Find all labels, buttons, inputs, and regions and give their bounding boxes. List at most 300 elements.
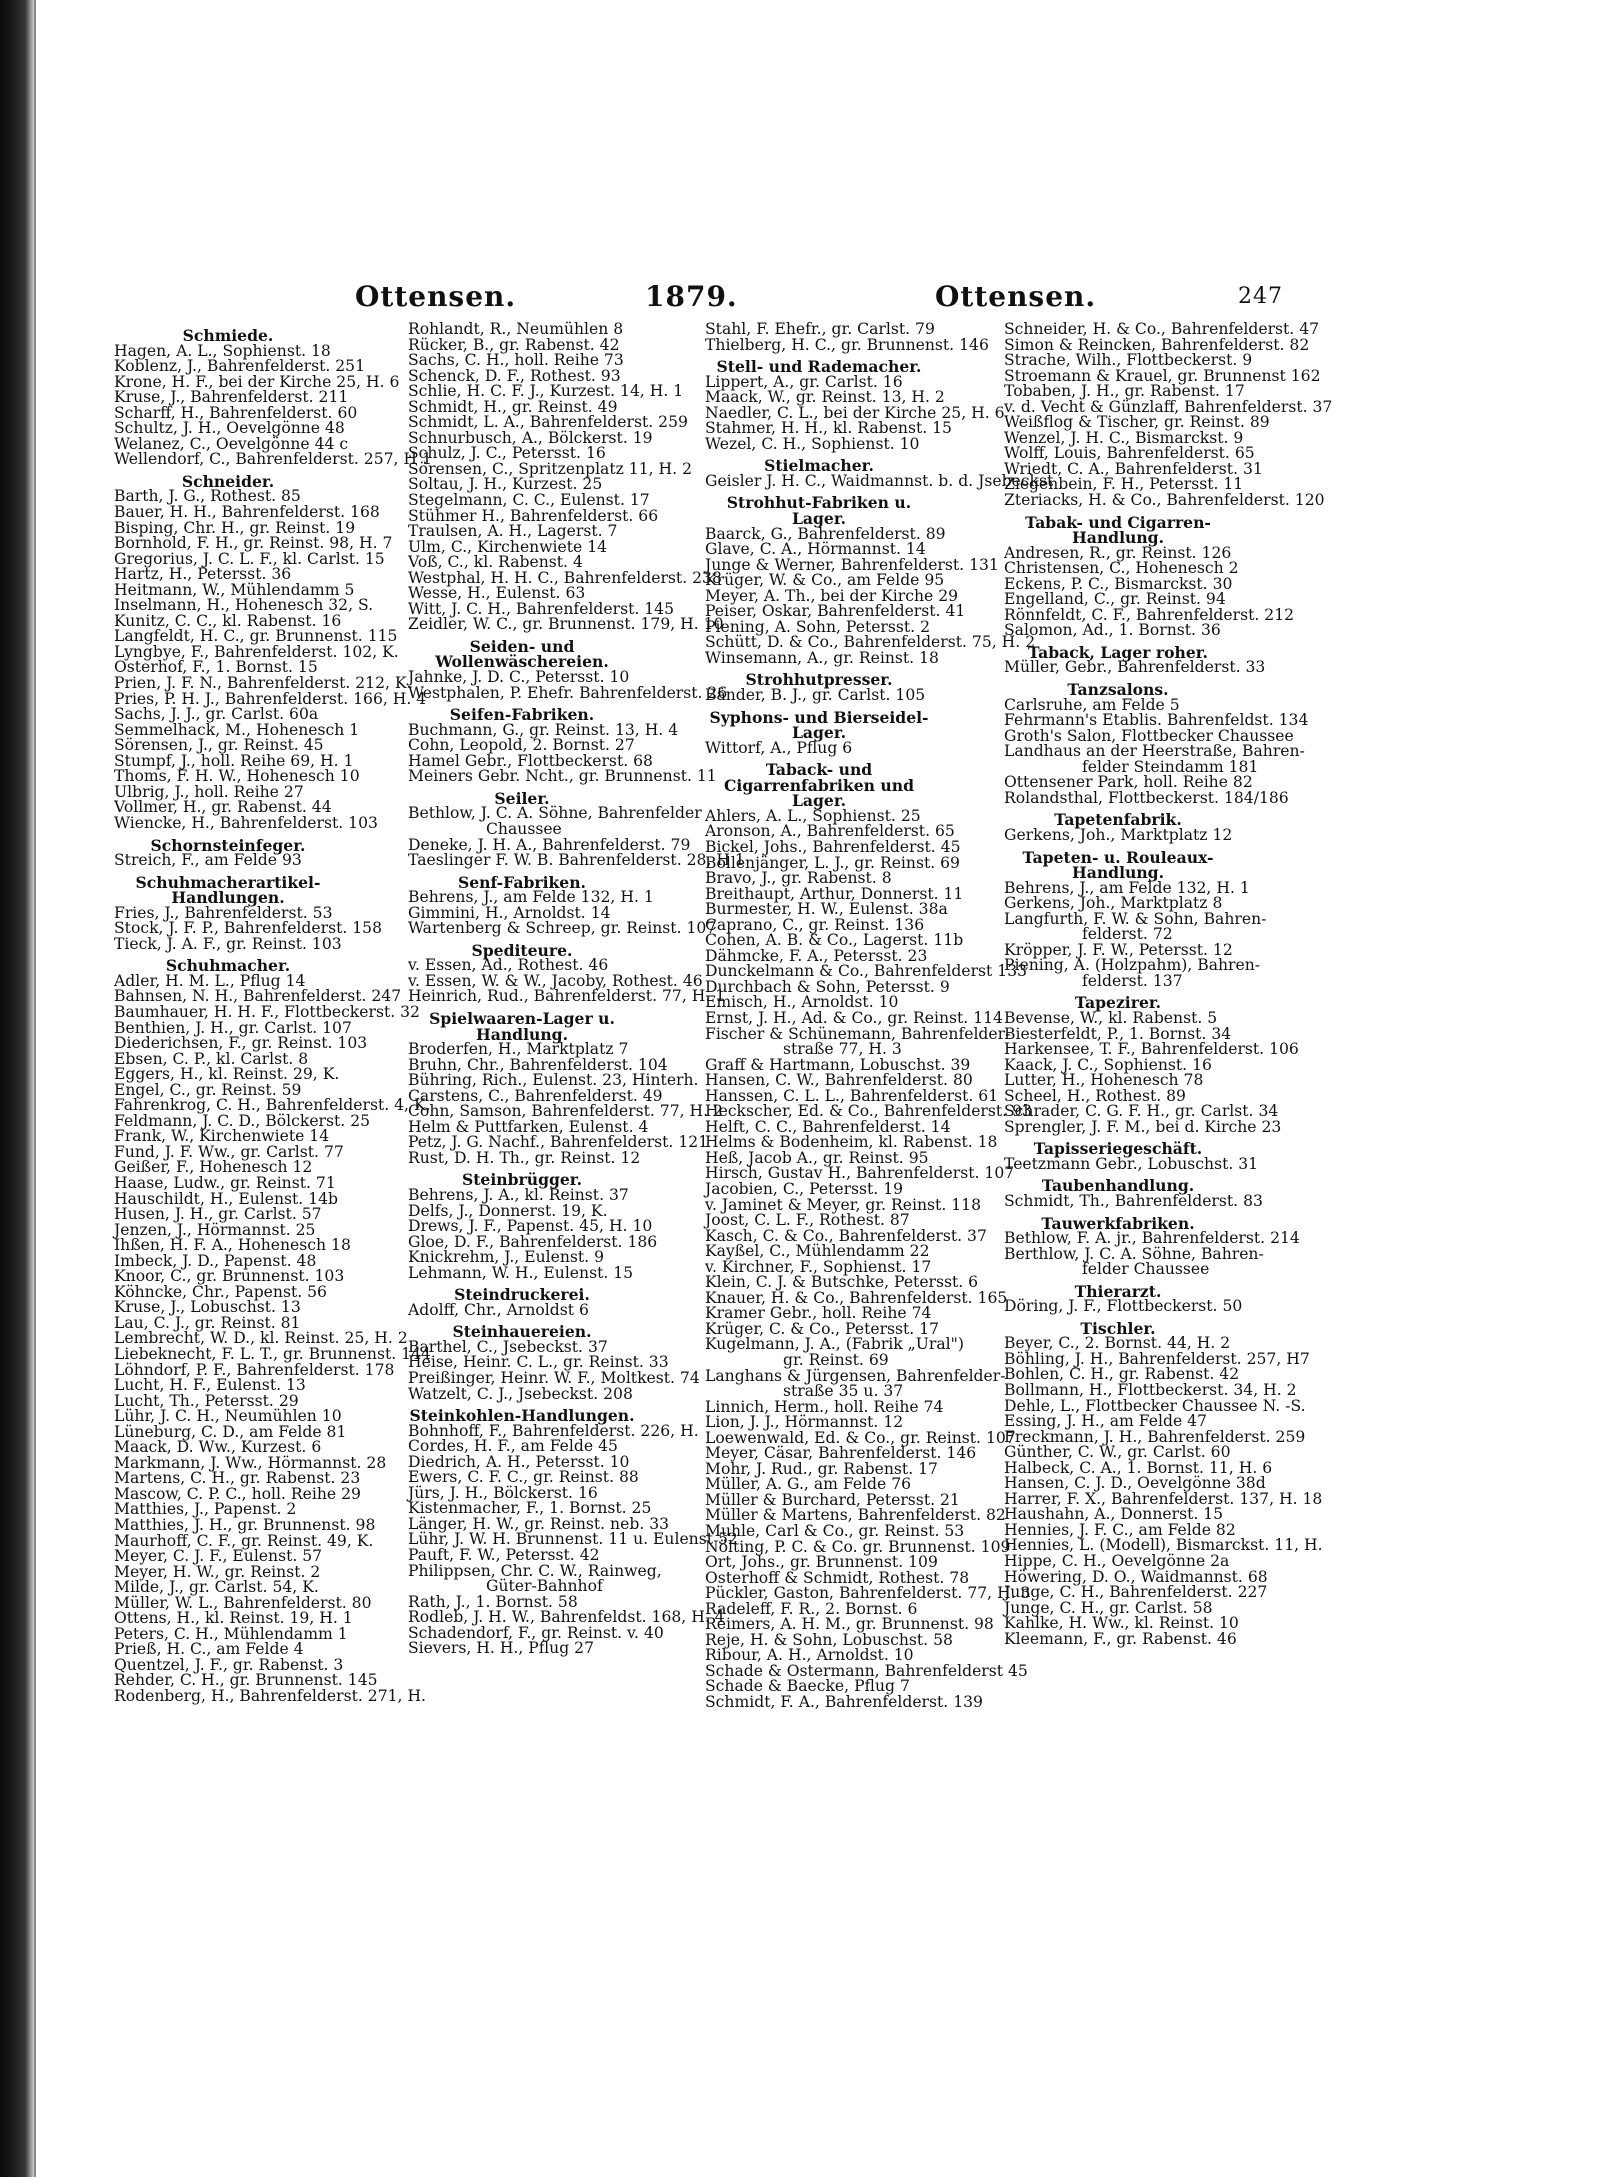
entry-continuation: straße 35 u. 37	[783, 1382, 904, 1401]
directory-entry: Koblenz, J., Bahrenfelderst. 251	[114, 357, 366, 376]
directory-entry: Reje, H. & Sohn, Lobuschst. 58	[705, 1630, 953, 1649]
directory-entry: Lühr, J. W. H. Brunnenst. 11 u. Eulenst 52	[408, 1530, 738, 1549]
section-heading: Tauwerkfabriken.	[1041, 1213, 1195, 1233]
section-heading: Tanzsalons.	[1067, 680, 1169, 700]
directory-entry: Schlie, H. C. F. J., Kurzest. 14, H. 1	[408, 382, 684, 401]
directory-entry: Imbeck, J. D., Papenst. 48	[114, 1251, 317, 1270]
directory-entry: Muhle, Carl & Co., gr. Reinst. 53	[705, 1522, 965, 1541]
directory-entry: Hansen, C. J. D., Oevelgönne 38d	[1004, 1474, 1266, 1493]
directory-entry: Baumhauer, H. H. F., Flottbeckerst. 32	[114, 1002, 420, 1021]
directory-entry: Scharff, H., Bahrenfelderst. 60	[114, 403, 358, 422]
section-heading: Steinkohlen-Handlungen.	[409, 1406, 635, 1426]
directory-entry: Soltau, J. H., Kurzest. 25	[408, 475, 603, 494]
directory-entry: Weißflog & Tischer, gr. Reinst. 89	[1004, 413, 1270, 432]
directory-entry: Dehle, L., Flottbecker Chaussee N. -S.	[1004, 1396, 1306, 1415]
section-heading: Seiden- und Wollenwäschereien.	[435, 636, 609, 672]
directory-entry: Hippe, C. H., Oevelgönne 2a	[1004, 1552, 1230, 1571]
directory-entry: Sprengler, J. F. M., bei d. Kirche 23	[1004, 1117, 1282, 1136]
scan-dark-edge	[0, 0, 34, 2177]
directory-entry: Schultz, J. H., Oevelgönne 48	[114, 419, 345, 438]
directory-entry: Eggers, H., kl. Reinst. 29, K.	[114, 1065, 340, 1084]
directory-entry: Diedrich, A. H., Petersst. 10	[408, 1452, 630, 1471]
directory-entry: Biesterfeldt, P., 1. Bornst. 34	[1004, 1024, 1232, 1043]
section-heading: Seiler.	[494, 788, 550, 808]
directory-entry: Ulbrig, J., holl. Reihe 27	[114, 782, 304, 801]
directory-entry: Stahmer, H. H., kl. Rabenst. 15	[705, 419, 952, 438]
directory-entry: Carstens, C., Bahrenfelderst. 49	[408, 1086, 663, 1105]
directory-entry: Voß, C., kl. Rabenst. 4	[408, 553, 583, 572]
directory-entry: Kruse, J., Lobuschst. 13	[114, 1298, 301, 1317]
directory-entry: Inselmann, H., Hohenesch 32, S.	[114, 596, 374, 615]
directory-entry: Pries, P. H. J., Bahrenfelderst. 166, H. 4	[114, 689, 427, 708]
directory-entry: Bravo, J., gr. Rabenst. 8	[705, 869, 892, 888]
directory-entry: Meyer, A. Th., bei der Kirche 29	[705, 586, 959, 605]
section-heading: Steindruckerei.	[454, 1285, 590, 1305]
directory-entry: Schmidt, L. A., Bahrenfelderst. 259	[408, 413, 688, 432]
directory-entry: Kasch, C. & Co., Bahrenfelderst. 37	[705, 1226, 987, 1245]
directory-entry: Mohr, J. Rud., gr. Rabenst. 17	[705, 1459, 938, 1478]
entry-continuation: felder Steindamm 181	[1082, 757, 1259, 776]
directory-entry: Peiser, Oskar, Bahrenfelderst. 41	[705, 602, 966, 621]
section-heading: Taback- und Cigarrenfabriken und Lager.	[724, 760, 914, 811]
section-heading: Stell- und Rademacher.	[716, 357, 922, 377]
section-heading: Taback, Lager roher.	[1027, 642, 1208, 662]
directory-entry: Adler, H. M. L., Pflug 14	[114, 971, 306, 990]
directory-entry: Traulsen, A. H., Lagerst. 7	[408, 522, 618, 541]
directory-entry: Engelland, C., gr. Reinst. 94	[1004, 590, 1226, 609]
directory-entry: Schmidt, Th., Bahrenfelderst. 83	[1004, 1191, 1263, 1210]
directory-entry: Krüger, C. & Co., Petersst. 17	[705, 1319, 940, 1338]
entry-continuation: gr. Reinst. 69	[783, 1351, 889, 1369]
directory-entry: Husen, J. H., gr. Carlst. 57	[114, 1205, 322, 1224]
directory-entry: Kruse, J., Bahrenfelderst. 211	[114, 388, 349, 407]
directory-entry: Landhaus an der Heerstraße, Bahren-	[1004, 742, 1305, 761]
directory-entry: Sievers, H. H., Pflug 27	[408, 1639, 595, 1658]
page-header	[345, 280, 1283, 314]
directory-entry: Drews, J. F., Papenst. 45, H. 10	[408, 1217, 653, 1236]
directory-entry: Lühr, J. C. H., Neumühlen 10	[114, 1407, 342, 1426]
directory-entry: Kahlke, H. Ww., kl. Reinst. 10	[1004, 1614, 1239, 1633]
directory-entry: Baarck, G., Bahrenfelderst. 89	[705, 524, 946, 543]
directory-entry: Barth, J. G., Rothest. 85	[114, 487, 301, 506]
directory-entry: Bickel, Johs., Bahrenfelderst. 45	[705, 837, 961, 856]
directory-entry: Müller, A. G., am Felde 76	[705, 1475, 912, 1494]
directory-entry: Taeslinger F. W. B. Bahrenfelderst. 28, H 1	[408, 851, 745, 870]
entry-continuation: felderst. 137	[1082, 971, 1183, 990]
section-heading: Schneider.	[181, 471, 275, 491]
directory-entry: Bahnsen, N. H., Bahrenfelderst. 247	[114, 987, 402, 1006]
directory-entry: Stumpf, J., holl. Reihe 69, H. 1	[114, 751, 354, 770]
directory-entry: Tobaben, J. H., gr. Rabenst. 17	[1004, 382, 1245, 401]
directory-entry: Bethlow, J. C. A. Söhne, Bahrenfelder	[408, 804, 702, 823]
directory-entry: Prieß, H. C., am Felde 4	[114, 1640, 304, 1659]
directory-entry: Bänder, B. J., gr. Carlst. 105	[705, 686, 926, 705]
directory-entry: Höwering, D. O., Waidmannst. 68	[1004, 1567, 1268, 1586]
directory-entry: Pückler, Gaston, Bahrenfelderst. 77, H. 3	[705, 1584, 1031, 1603]
directory-entry: Sachs, C. H., holl. Reihe 73	[408, 351, 624, 370]
directory-entry: Watzelt, C. J., Jsebeckst. 208	[408, 1384, 633, 1403]
directory-entry: Philippsen, Chr. C. W., Rainweg,	[408, 1561, 662, 1580]
directory-entry: Ribour, A. H., Arnoldst. 10	[705, 1646, 914, 1665]
directory-entry: Schade & Ostermann, Bahrenfelderst 45	[705, 1661, 1028, 1680]
directory-entry: Hennies, L. (Modell), Bismarckst. 11, H.	[1004, 1536, 1323, 1555]
directory-entry: Broderfen, H., Marktplatz 7	[408, 1040, 629, 1059]
section-heading: Schornsteinfeger.	[150, 835, 306, 855]
directory-entry: Berthlow, J. C. A. Söhne, Bahren-	[1004, 1244, 1264, 1263]
directory-entry: Linnich, Herm., holl. Reihe 74	[705, 1397, 944, 1416]
directory-entry: Wesse, H., Eulenst. 63	[408, 584, 586, 603]
directory-entry: Wezel, C. H., Sophienst. 10	[705, 434, 920, 453]
directory-entry: Helms & Bodenheim, kl. Rabenst. 18	[705, 1133, 998, 1152]
directory-entry: Peters, C. H., Mühlendamm 1	[114, 1624, 348, 1643]
section-heading: Steinhauereien.	[452, 1322, 592, 1342]
directory-entry: Heckscher, Ed. & Co., Bahrenfelderst. 93	[705, 1102, 1032, 1121]
directory-entry: v. d. Vecht & Günzlaff, Bahrenfelderst. 37	[1004, 397, 1333, 416]
directory-entry: Sörensen, J., gr. Reinst. 45	[114, 736, 324, 755]
directory-entry: Heinrich, Rud., Bahrenfelderst. 77, H. 1	[408, 987, 726, 1006]
directory-entry: Zteriacks, H. & Co., Bahrenfelderst. 120	[1004, 491, 1325, 510]
section-heading: Senf-Fabriken.	[457, 872, 586, 892]
directory-entry: Buchmann, G., gr. Reinst. 13, H. 4	[408, 720, 679, 739]
directory-entry: Westphalen, P. Ehefr. Bahrenfelderst. 26	[408, 683, 728, 702]
directory-entry: Wittorf, A., Pflug 6	[705, 738, 853, 757]
directory-entry: v. Essen, W. & W., Jacoby, Rothest. 46	[408, 971, 703, 990]
section-heading: Stielmacher.	[764, 456, 874, 476]
directory-entry: Carlsruhe, am Felde 5	[1004, 695, 1180, 714]
directory-entry: Hansen, C. W., Bahrenfelderst. 80	[705, 1071, 973, 1090]
directory-entry: Langfeldt, H. C., gr. Brunnenst. 115	[114, 627, 398, 646]
directory-entry: Hennies, J. F. C., am Felde 82	[1004, 1520, 1236, 1539]
directory-entry: Heß, Jacob A., gr. Reinst. 95	[705, 1148, 929, 1167]
directory-entry: Aronson, A., Bahrenfelderst. 65	[705, 822, 955, 841]
directory-entry: v. Jaminet & Meyer, gr. Reinst. 118	[705, 1195, 981, 1214]
directory-entry: Piening, A. Sohn, Petersst. 2	[705, 617, 930, 636]
directory-entry: Behrens, J. A., kl. Reinst. 37	[408, 1185, 629, 1204]
section-heading: Spielwaaren-Lager u. Handlung.	[429, 1008, 615, 1044]
directory-entry: Lion, J. J., Hörmannst. 12	[705, 1413, 904, 1432]
directory-entry: Andresen, R., gr. Reinst. 126	[1004, 543, 1232, 562]
directory-entry: Ziegenbein, F. H., Petersst. 11	[1004, 475, 1244, 494]
directory-entry: Engel, C., gr. Reinst. 59	[114, 1080, 302, 1099]
directory-entry: Krone, H. F., bei der Kirche 25, H. 6	[114, 372, 400, 391]
directory-entry: Ottens, H., kl. Reinst. 19, H. 1	[114, 1609, 353, 1628]
section-heading: Taubenhandlung.	[1041, 1176, 1195, 1196]
directory-entry: Thielberg, H. C., gr. Brunnenst. 146	[705, 335, 989, 354]
directory-entry: Wiencke, H., Bahrenfelderst. 103	[114, 813, 378, 832]
section-heading: Tapeten- u. Rouleaux-Handlung.	[1022, 847, 1214, 883]
directory-entry: Lembrecht, W. D., kl. Reinst. 25, H. 2	[114, 1329, 408, 1348]
directory-entry: Matthies, J. H., gr. Brunnenst. 98	[114, 1516, 376, 1535]
directory-entry: Milde, J., gr. Carlst. 54, K.	[114, 1578, 319, 1597]
directory-entry: Bohlen, C. H., gr. Rabenst. 42	[1004, 1365, 1240, 1384]
directory-entry: v. Kirchner, F., Sophienst. 17	[705, 1257, 932, 1276]
directory-entry: Knickrehm, J., Eulenst. 9	[408, 1248, 604, 1267]
header-right-title: Ottensen.	[935, 280, 1097, 313]
directory-entry: Bohnhoff, F., Bahrenfelderst. 226, H.	[408, 1421, 699, 1440]
directory-entry: Kramer Gebr., holl. Reihe 74	[705, 1304, 932, 1323]
directory-entry: Gloe, D. F., Bahrenfelderst. 186	[408, 1232, 658, 1251]
directory-entry: Cohen, A. B. & Co., Lagerst. 11b	[705, 931, 964, 950]
section-heading: Thierarzt.	[1074, 1281, 1162, 1301]
directory-entry: Dähmcke, F. A., Petersst. 23	[705, 946, 928, 965]
directory-entry: Müller & Burchard, Petersst. 21	[705, 1490, 960, 1509]
directory-entry: Emisch, H., Arnoldst. 10	[705, 993, 899, 1012]
directory-entry: Welanez, C., Oevelgönne 44 c	[114, 434, 349, 453]
directory-entry: Maurhoff, C. F., gr. Reinst. 49, K.	[114, 1531, 374, 1550]
directory-entry: Geißer, F., Hohenesch 12	[114, 1158, 313, 1177]
directory-entry: Nölting, P. C. & Co. gr. Brunnenst. 109	[705, 1537, 1011, 1556]
directory-entry: Wolff, Louis, Bahrenfelderst. 65	[1004, 444, 1255, 463]
section-heading: Tapetenfabrik.	[1054, 810, 1182, 830]
directory-entry: Gregorius, J. C. L. F., kl. Carlst. 15	[114, 549, 385, 568]
directory-entry: Länger, H. W., gr. Reinst. neb. 33	[408, 1514, 670, 1533]
directory-entry: Reimers, A. H. M., gr. Brunnenst. 98	[705, 1615, 994, 1634]
directory-entry: Rohlandt, R., Neumühlen 8	[408, 320, 624, 338]
directory-entry: Schadendorf, F., gr. Reinst. v. 40	[408, 1623, 664, 1642]
section-heading: Schmiede.	[182, 326, 274, 345]
directory-entry: Jahnke, J. D. C., Petersst. 10	[408, 668, 630, 687]
section-heading: Tapisseriegeschäft.	[1033, 1139, 1203, 1159]
directory-entry: Lehmann, W. H., Eulenst. 15	[408, 1263, 634, 1282]
directory-entry: Krüger, W. & Co., am Felde 95	[705, 571, 945, 590]
directory-entry: Geisler J. H. C., Waidmannst. b. d. Jsebeckst	[705, 471, 1054, 490]
directory-entry: Fischer & Schünemann, Bahrenfelder-	[705, 1024, 1011, 1043]
entry-continuation: felder Chaussee	[1082, 1260, 1210, 1279]
directory-entry: Sachs, J. J., gr. Carlst. 60a	[114, 705, 319, 724]
directory-entry: Pauft, F. W., Petersst. 42	[408, 1546, 600, 1565]
directory-entry: Scheel, H., Rothest. 89	[1004, 1086, 1186, 1105]
directory-entry: Löhndorf, P. F., Bahrenfelderst. 178	[114, 1360, 395, 1379]
directory-entry: Kunitz, C. C., kl. Rabenst. 16	[114, 611, 342, 630]
directory-entry: Günther, C. W., gr. Carlst. 60	[1004, 1443, 1231, 1462]
directory-entry: Glave, C. A., Hörmannst. 14	[705, 540, 926, 559]
directory-entry: Preißinger, Heinr. W. F., Moltkest. 74	[408, 1369, 700, 1387]
section-heading: Strohhut-Fabriken u. Lager.	[726, 493, 912, 529]
entry-continuation: straße 77, H. 3	[783, 1040, 902, 1059]
directory-entry: Junge & Werner, Bahrenfelderst. 131	[705, 555, 999, 574]
directory-entry: Diederichsen, F., gr. Reinst. 103	[114, 1034, 368, 1053]
directory-entry: Freckmann, J. H., Bahrenfelderst. 259	[1004, 1427, 1306, 1446]
section-heading: Tabak- und Cigarren-Handlung.	[1025, 512, 1211, 548]
directory-entry: Stock, J. F. P., Bahrenfelderst. 158	[114, 919, 383, 938]
directory-entry: Schulz, J. C., Petersst. 16	[408, 444, 606, 463]
directory-entry: Prien, J. F. N., Bahrenfelderst. 212, K.	[114, 674, 412, 693]
entry-continuation: Güter-Bahnhof	[486, 1577, 603, 1596]
section-heading: Spediteure.	[471, 940, 573, 960]
directory-entry: Lau, C. J., gr. Reinst. 81	[114, 1313, 301, 1332]
directory-entry: Langhans & Jürgensen, Bahrenfelder-	[705, 1366, 1006, 1385]
directory-entry: Groth's Salon, Flottbecker Chaussee	[1004, 726, 1294, 745]
directory-entry: Kaack, J. C., Sophienst. 16	[1004, 1055, 1212, 1074]
directory-entry: Bollenjänger, L. J., gr. Reinst. 69	[705, 853, 960, 872]
directory-entry: Müller, W. L., Bahrenfelderst. 80	[114, 1593, 372, 1612]
header-left-title: Ottensen.	[355, 280, 517, 313]
directory-entry: Wriedt, C. A., Bahrenfelderst. 31	[1004, 459, 1263, 478]
directory-entry: Schrader, C. G. F. H., gr. Carlst. 34	[1004, 1102, 1279, 1121]
directory-entry: Knauer, H. & Co., Bahrenfelderst. 165	[705, 1288, 1008, 1307]
directory-entry: Bruhn, Chr., Bahrenfelderst. 104	[408, 1055, 668, 1074]
directory-entry: Ulm, C., Kirchenwiete 14	[408, 537, 608, 556]
directory-entry: Ebsen, C. P., kl. Carlst. 8	[114, 1049, 309, 1068]
directory-entry: Behrens, J., am Felde 132, H. 1	[1004, 878, 1250, 897]
directory-entry: Stegelmann, C. C., Eulenst. 17	[408, 491, 650, 510]
directory-entry: Gerkens, Joh., Marktplatz 12	[1004, 825, 1233, 844]
directory-entry: Lucht, Th., Petersst. 29	[114, 1391, 299, 1410]
directory-entry: Meyer, C. J. F., Eulenst. 57	[114, 1547, 323, 1566]
directory-entry: Meyer, H. W., gr. Reinst. 2	[114, 1562, 321, 1581]
directory-entry: Salomon, Ad., 1. Bornst. 36	[1004, 621, 1221, 640]
directory-entry: Burmester, H. W., Eulenst. 38a	[705, 900, 948, 919]
directory-entry: Petz, J. G. Nachf., Bahrenfelderst. 121	[408, 1133, 709, 1152]
directory-entry: Jacobien, C., Petersst. 19	[705, 1179, 904, 1198]
directory-entry: Jenzen, J., Hörmannst. 25	[114, 1220, 316, 1239]
directory-entry: Piening, A. (Holzpahm), Bahren-	[1004, 956, 1261, 975]
directory-entry: Schnurbusch, A., Bölckerst. 19	[408, 428, 653, 447]
directory-entry: Lippert, A., gr. Carlst. 16	[705, 372, 903, 391]
directory-entry: Müller, Gebr., Bahrenfelderst. 33	[1004, 658, 1266, 677]
directory-entry: Ahlers, A. L., Sophienst. 25	[705, 806, 921, 825]
directory-entry: Vollmer, H., gr. Rabenst. 44	[114, 798, 332, 817]
directory-entry: Helm & Puttfarken, Eulenst. 4	[408, 1117, 649, 1136]
directory-entry: Teetzmann Gebr., Lobuschst. 31	[1004, 1154, 1259, 1173]
directory-entry: Helft, C. C., Bahrenfelderst. 14	[705, 1117, 951, 1136]
directory-entry: Radeleff, F. R., 2. Bornst. 6	[705, 1599, 918, 1618]
directory-entry: Meiners Gebr. Ncht., gr. Brunnenst. 11	[408, 767, 717, 786]
directory-entry: Rehder, C. H., gr. Brunnenst. 145	[114, 1671, 378, 1690]
section-heading: Schuhmacherartikel-Handlungen.	[135, 872, 321, 908]
directory-entry: Kröpper, J. F. W., Petersst. 12	[1004, 940, 1233, 959]
directory-entry: Schütt, D. & Co., Bahrenfelderst. 75, H. 2	[705, 633, 1036, 652]
directory-entry: Bollmann, H., Flottbeckerst. 34, H. 2	[1004, 1381, 1297, 1399]
directory-entry: Hirsch, Gustav H., Bahrenfelderst. 107	[705, 1164, 1015, 1183]
directory-entry: Haushahn, A., Donnerst. 15	[1004, 1505, 1224, 1524]
directory-entry: Simon & Reincken, Bahrenfelderst. 82	[1004, 335, 1310, 354]
directory-entry: Kistenmacher, F., 1. Bornst. 25	[408, 1499, 652, 1518]
header-year: 1879.	[645, 280, 738, 313]
directory-entry: Rodleb, J. H. W., Bahrenfeldst. 168, H. 4	[408, 1608, 725, 1627]
directory-entry: Maack, W., gr. Reinst. 13, H. 2	[705, 388, 945, 407]
directory-entry: Bethlow, F. A. jr., Bahrenfelderst. 214	[1004, 1229, 1300, 1248]
directory-entry: Rath, J., 1. Bornst. 58	[408, 1592, 578, 1611]
directory-entry: v. Essen, Ad., Rothest. 46	[408, 956, 609, 975]
directory-entry: Fehrmann's Etablis. Bahrenfeldst. 134	[1004, 711, 1309, 730]
directory-entry: Kayßel, C., Mühlendamm 22	[705, 1242, 930, 1261]
directory-entry: Ewers, C. F. C., gr. Reinst. 88	[408, 1468, 639, 1487]
directory-entry: Streich, F., am Felde 93	[114, 851, 302, 870]
directory-entry: Hartz, H., Petersst. 36	[114, 565, 292, 584]
directory-entry: Feldmann, J. C. D., Bölckerst. 25	[114, 1111, 371, 1130]
directory-entry: Bühring, Rich., Eulenst. 23, Hinterh.	[408, 1071, 699, 1090]
directory-entry: Deneke, J. H. A., Bahrenfelderst. 79	[408, 835, 691, 854]
directory-entry: Hauschildt, H., Eulenst. 14b	[114, 1189, 339, 1208]
directory-entry: Jürs, J. H., Bölckerst. 16	[408, 1483, 598, 1502]
directory-entry: Stroemann & Krauel, gr. Brunnenst 162	[1004, 366, 1321, 385]
entry-continuation: Chaussee	[486, 819, 562, 838]
directory-entry: Thoms, F. H. W., Hohenesch 10	[114, 767, 360, 786]
directory-entry: Christensen, C., Hohenesch 2	[1004, 559, 1239, 578]
directory-entry: Bevense, W., kl. Rabenst. 5	[1004, 1008, 1218, 1027]
page-number: 247	[1238, 284, 1283, 309]
directory-entry: Schneider, H. & Co., Bahrenfelderst. 47	[1004, 320, 1320, 338]
entry-continuation: felderst. 72	[1082, 925, 1173, 944]
directory-entry: Frank, W., Kirchenwiete 14	[114, 1127, 330, 1146]
directory-entry: Delfs, J., Donnerst. 19, K.	[408, 1201, 608, 1220]
directory-entry: Gerkens, Joh., Marktplatz 8	[1004, 894, 1223, 913]
directory-entry: Stühmer H., Bahrenfelderst. 66	[408, 506, 659, 525]
directory-entry: Cohn, Samson, Bahrenfelderst. 77, H. 2	[408, 1102, 723, 1121]
directory-column-1	[114, 322, 432, 1706]
directory-entry: Köhncke, Chr., Papenst. 56	[114, 1282, 327, 1301]
directory-entry: Bornhold, F. H., gr. Reinst. 98, H. 7	[114, 534, 393, 553]
directory-entry: Heitmann, W., Mühlendamm 5	[114, 580, 355, 599]
directory-entry: Markmann, J. Ww., Hörmannst. 28	[114, 1453, 387, 1472]
directory-entry: Bauer, H. H., Bahrenfelderst. 168	[114, 503, 380, 522]
directory-entry: Loewenwald, Ed. & Co., gr. Reinst. 107	[705, 1428, 1016, 1447]
directory-entry: Schenck, D. F., Rothest. 93	[408, 366, 621, 385]
directory-entry: Klein, C. J. & Butschke, Petersst. 6	[705, 1273, 979, 1292]
directory-entry: Fahrenkrog, C. H., Bahrenfelderst. 4, K.	[114, 1096, 431, 1115]
directory-column-2	[408, 320, 745, 1658]
directory-entry: Kleemann, F., gr. Rabenst. 46	[1004, 1629, 1237, 1648]
directory-entry: Harkensee, T. F., Bahrenfelderst. 106	[1004, 1040, 1299, 1059]
directory-entry: Joost, C. L. F., Rothest. 87	[705, 1211, 910, 1230]
directory-entry: Ernst, J. H., Ad. & Co., gr. Reinst. 114	[705, 1008, 1003, 1027]
directory-entry: Hanssen, C. L. L., Bahrenfelderst. 61	[705, 1086, 999, 1105]
directory-entry: Langfurth, F. W. & Sohn, Bahren-	[1004, 909, 1267, 928]
directory-entry: Winsemann, A., gr. Reinst. 18	[705, 648, 939, 667]
section-heading: Schuhmacher.	[165, 956, 291, 976]
directory-entry: Wellendorf, C., Bahrenfelderst. 257, H 1	[114, 450, 432, 469]
directory-entry: Rust, D. H. Th., gr. Reinst. 12	[408, 1148, 641, 1167]
directory-entry: Eckens, P. C., Bismarckst. 30	[1004, 574, 1233, 593]
directory-entry: Martens, C. H., gr. Rabenst. 23	[114, 1469, 361, 1488]
directory-entry: Ihßen, H. F. A., Hohenesch 18	[114, 1236, 351, 1255]
directory-entry: Lüneburg, C. D., am Felde 81	[114, 1422, 347, 1441]
directory-entry: Böhling, J. H., Bahrenfelderst. 257, H7	[1004, 1349, 1310, 1368]
directory-entry: Strache, Wilh., Flottbeckerst. 9	[1004, 351, 1253, 370]
directory-entry: Schade & Baecke, Pflug 7	[705, 1677, 910, 1696]
directory-entry: Ort, Johs., gr. Brunnenst. 109	[705, 1553, 938, 1572]
directory-entry: Lutter, H., Hohenesch 78	[1004, 1071, 1204, 1090]
directory-entry: Cohn, Leopold, 2. Bornst. 27	[408, 736, 635, 755]
directory-entry: Knoor, C., gr. Brunnenst. 103	[114, 1267, 345, 1286]
directory-entry: Hamel Gebr., Flottbeckerst. 68	[408, 751, 653, 770]
directory-entry: Halbeck, C. A., 1. Bornst. 11, H. 6	[1004, 1458, 1273, 1477]
directory-entry: Cordes, H. F., am Felde 45	[408, 1437, 618, 1456]
directory-entry: Zeidler, W. C., gr. Brunnenst. 179, H. 10	[408, 615, 724, 634]
directory-entry: Lyngbye, F., Bahrenfelderst. 102, K.	[114, 642, 399, 661]
directory-entry: Schmidt, F. A., Bahrenfelderst. 139	[705, 1693, 983, 1712]
section-heading: Tischler.	[1080, 1318, 1156, 1338]
directory-entry: Witt, J. C. H., Bahrenfelderst. 145	[408, 599, 675, 618]
directory-entry: Hagen, A. L., Sophienst. 18	[114, 341, 331, 360]
directory-entry: Westphal, H. H. C., Bahrenfelderst. 238	[408, 568, 722, 587]
directory-entry: Wenzel, J. H. C., Bismarckst. 9	[1004, 428, 1244, 447]
directory-entry: Rolandsthal, Flottbeckerst. 184/186	[1004, 788, 1289, 807]
directory-entry: Breithaupt, Arthur, Donnerst. 11	[705, 884, 964, 903]
scan-edge-line	[34, 0, 36, 2177]
directory-entry: Adolff, Chr., Arnoldst 6	[408, 1300, 589, 1319]
section-heading: Steinbrügger.	[461, 1170, 583, 1190]
directory-entry: Fries, J., Bahrenfelderst. 53	[114, 903, 333, 922]
directory-entry: Sörensen, C., Spritzenplatz 11, H. 2	[408, 459, 692, 478]
directory-entry: Graff & Hartmann, Lobuschst. 39	[705, 1055, 971, 1074]
directory-entry: Rodenberg, H., Bahrenfelderst. 271, H.	[114, 1687, 427, 1706]
section-heading: Tapezirer.	[1074, 993, 1162, 1013]
directory-entry: Döring, J. F., Flottbeckerst. 50	[1004, 1297, 1243, 1316]
directory-entry: Gimmini, H., Arnoldst. 14	[408, 903, 611, 922]
section-heading: Strohhutpresser.	[745, 670, 893, 690]
